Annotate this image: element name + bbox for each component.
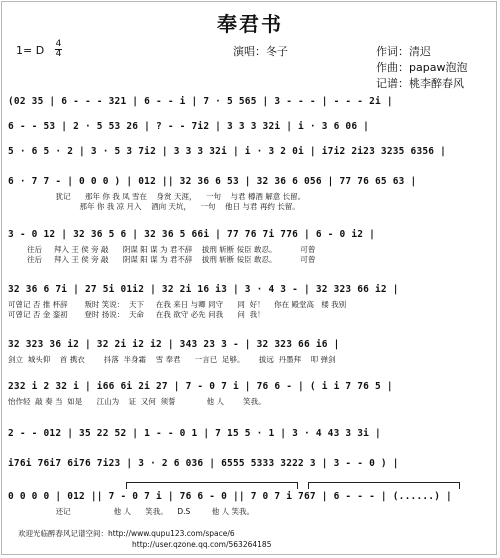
lyric-line-2: 往后 拜入 王 侯 旁 敲 阴谋 阳 谋 为 君不辞 拔刑 斩断 佞臣 敢忍。 可曾 <box>8 255 316 264</box>
volta-bracket-2 <box>308 482 460 489</box>
footer-line-2: http://user.qzone.qq.com/563264185 <box>132 540 272 549</box>
time-numerator: 4 <box>55 39 62 49</box>
composer-credit: 作曲：papaw泡泡 <box>376 61 468 74</box>
time-denominator: 4 <box>55 49 62 59</box>
lyricist-credit: 作词：清迟 <box>376 45 431 58</box>
score-system-3 <box>8 146 494 162</box>
score-system-11 <box>8 491 494 521</box>
transcriber-credit: 记谱：桃李醉春风 <box>376 77 464 90</box>
notation-line: 32 36 6 7i | 27 5i 01i2 | 32 2i 16 i3 | 3 · 4 3 - | 32 323 66 i2 | <box>8 284 399 295</box>
lyric-line-2: 那年 你 我 凉 月入 酒向 天坑， 一句 他日 与君 再约 长留。 <box>8 202 300 211</box>
notation-line: 3 - 0 12 | 32 36 5 6 | 32 36 5 66i | 77 76 7i 776 | 6 - 0 i2 | <box>8 229 376 240</box>
score-system-6 <box>8 284 494 324</box>
score-system-4 <box>8 176 494 216</box>
key-signature: 1= D <box>16 44 45 57</box>
lyric-line-2: 可曾记 否 金 銮初 登时 扬说： 天命 在我 欲守 必先 问我 问 我！ <box>8 310 265 319</box>
notation-line: 6 · 7 7 - | 0 0 0 ) | 012 || 32 36 6 53 | 32 36 6 056 | 77 76 65 63 | <box>8 176 417 187</box>
lyric-line-1: 可曾记 否 推 杯辞 叛时 笑说： 天下 在我 来日 与卿 同守 同 好！ 你在 殿堂高 楼 我别 <box>8 300 347 309</box>
notation-line: 2 - - 012 | 35 22 52 | 1 - - 0 1 | 7 15 5 · 1 | 3 · 4 43 3 3i | <box>8 428 381 439</box>
notation-line: 6 - - 53 | 2 · 5 53 26 | ? - - 7i2 | 3 3 3 32i | i · 3 6 06 | <box>8 121 370 132</box>
singer-credit: 演唱：冬子 <box>233 45 288 58</box>
notation-line: 5 · 6 5 · 2 | 3 · 5 3 7i2 | 3 3 3 32i | i · 3 2 0i | i7i2 2i23 3235 6356 | <box>8 146 447 157</box>
footer-line-1: 欢迎光临醉春风记谱空间：http://www.qupu123.com/space/6 <box>18 529 235 538</box>
lyric-line-1: 怡作轻 敲 奏 当 如是 江山为 证 又何 须誓 他 人 笑我。 <box>8 397 266 406</box>
score-system-5 <box>8 229 494 269</box>
score-system-1 <box>8 96 494 112</box>
score-system-9 <box>8 428 494 444</box>
notation-line: (02 35 | 6 - - - 321 | 6 - - i | 7 · 5 565 | 3 - - - | - - - 2i | <box>8 96 393 107</box>
time-signature <box>55 40 62 59</box>
volta-bracket-1 <box>126 482 298 489</box>
notation-line: 0 0 0 0 | 012 || 7 - 0 7 i | 76 6 - 0 || 7 0 7 i 767 | 6 - - - | (......) | <box>8 491 452 502</box>
lyric-line-1: 还记 他 人 笑我。 D.S 他 人 笑我。 <box>8 507 254 516</box>
score-system-8 <box>8 381 494 411</box>
score-system-7 <box>8 339 494 369</box>
score-system-2 <box>8 121 494 137</box>
lyric-line-1: 往后 拜入 王 侯 旁 敲 阴谋 阳 谋 为 君不辞 拔刑 斩断 佞臣 敢忍。 可曾 <box>8 245 316 254</box>
lyric-line-1: 犹记 那年 你 我 凤 雪在 身赏 天涯， 一句 与君 樽酒 解意 长留。 <box>8 192 306 201</box>
lyric-line-1: 剑立 城头仰 首 携衣 抖落 半身霜 雪 奉君 一言已 足够。 拔远 丹墨拜 叩 弹剑 <box>8 355 336 364</box>
score-system-10 <box>8 458 494 474</box>
notation-line: i76i 76i7 6i76 7i23 | 3 · 2 6 036 | 6555 5333 3222 3 | 3 - - 0 ) | <box>8 458 399 469</box>
notation-line: 232 i 2 32 i | i66 6i 2i 27 | 7 - 0 7 i | 76 6 - | ( i i 7 76 5 | <box>8 381 393 392</box>
notation-line: 32 323 36 i2 | 32 2i i2 i2 | 343 23 3 - | 32 323 66 i6 | <box>8 339 340 350</box>
song-title: 奉君书 <box>217 12 283 36</box>
